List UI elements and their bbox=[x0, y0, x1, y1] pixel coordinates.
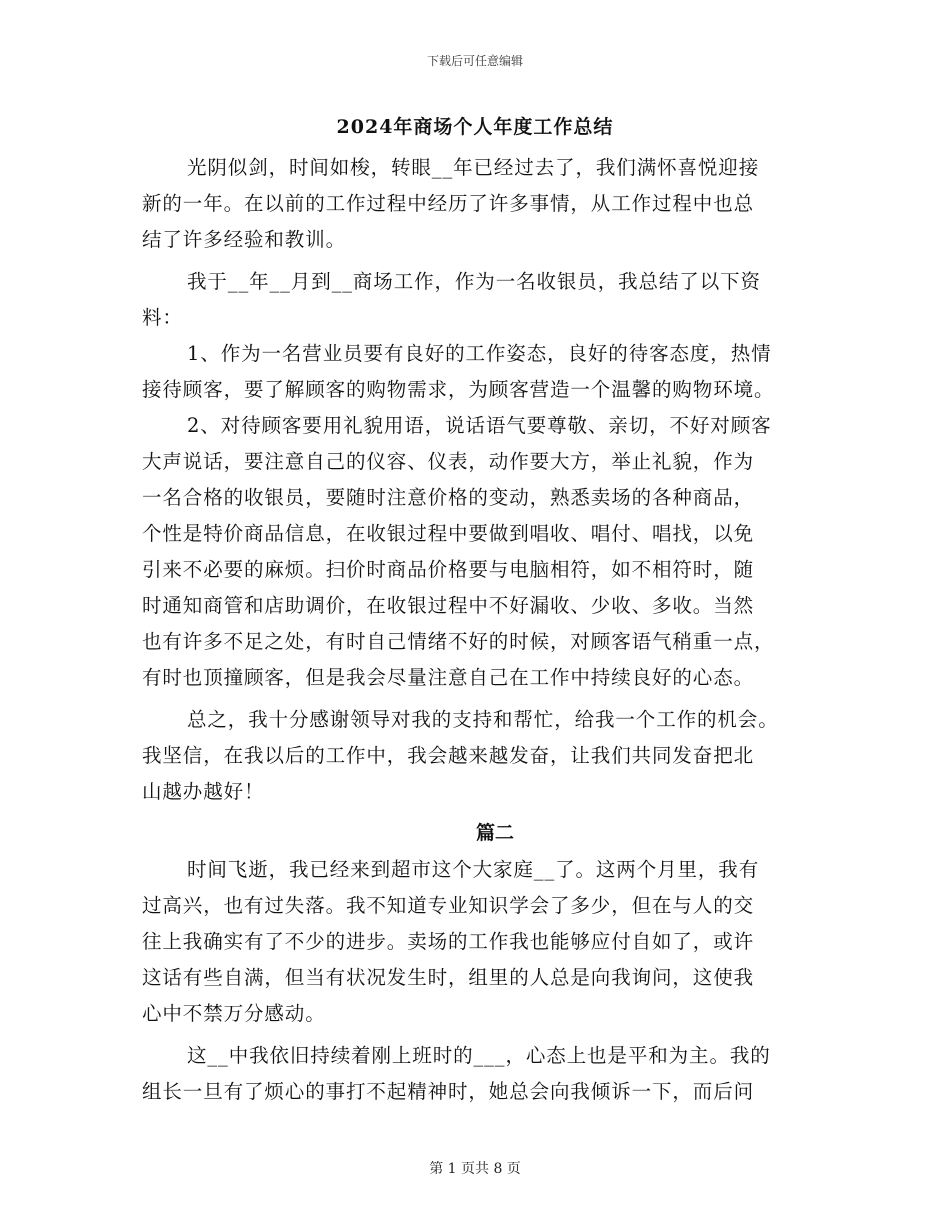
paragraph-line: 过高兴，也有过失落。我不知道专业知识学会了多少，但在与人的交 bbox=[142, 894, 755, 917]
paragraph-line: 时间飞逝，我已经来到超市这个大家庭__了。这两个月里，我有 bbox=[187, 858, 760, 881]
paragraph-line: 我于__年__月到__商场工作，作为一名收银员，我总结了以下资 bbox=[187, 270, 761, 293]
paragraph-line: 料： bbox=[142, 306, 183, 329]
paragraph-line: 有时也顶撞顾客，但是我会尽量注意自己在工作中持续良好的心态。 bbox=[142, 666, 755, 689]
paragraph-line: 1、作为一名营业员要有良好的工作姿态，良好的待客态度，热情 bbox=[187, 342, 772, 365]
paragraph-line: 往上我确实有了不少的进步。卖场的工作我也能够应付自如了，或许 bbox=[142, 930, 755, 953]
section-title: 篇二 bbox=[475, 822, 514, 844]
paragraph-line: 结了许多经验和教训。 bbox=[142, 228, 347, 251]
paragraph-line: 引来不必要的麻烦。扫价时商品价格要与电脑相符，如不相符时，随 bbox=[142, 558, 755, 581]
document-title: 2024年商场个人年度工作总结 bbox=[336, 116, 614, 138]
paragraph-line: 光阴似剑，时间如梭，转眼__年已经过去了，我们满怀喜悦迎接 bbox=[187, 156, 760, 179]
paragraph-line: 心中不禁万分感动。 bbox=[142, 1002, 326, 1025]
paragraph-line: 这__中我依旧持续着刚上班时的___，心态上也是平和为主。我的 bbox=[187, 1044, 771, 1067]
header-note: 下载后可任意编辑 bbox=[426, 54, 523, 68]
paragraph-line: 时通知商管和店助调价，在收银过程中不好漏收、少收、多收。当然 bbox=[142, 594, 755, 617]
paragraph-line: 组长一旦有了烦心的事打不起精神时，她总会向我倾诉一下，而后问 bbox=[142, 1080, 755, 1103]
paragraph-line: 我坚信，在我以后的工作中，我会越来越发奋，让我们共同发奋把北 bbox=[142, 744, 755, 767]
paragraph-line: 大声说话，要注意自己的仪容、仪表，动作要大方，举止礼貌，作为 bbox=[142, 450, 755, 473]
paragraph-line: 新的一年。在以前的工作过程中经历了许多事情，从工作过程中也总 bbox=[142, 192, 755, 215]
paragraph-line: 山越办越好！ bbox=[142, 780, 265, 803]
page-number: 第 1 页共 8 页 bbox=[429, 1161, 521, 1177]
paragraph-line: 个性是特价商品信息，在收银过程中要做到唱收、唱付、唱找，以免 bbox=[142, 522, 755, 545]
paragraph-line: 2、对待顾客要用礼貌用语，说话语气要尊敬、亲切，不好对顾客 bbox=[187, 414, 772, 437]
paragraph-line: 这话有些自满，但当有状况发生时，组里的人总是向我询问，这使我 bbox=[142, 966, 755, 989]
paragraph-line: 总之，我十分感谢领导对我的支持和帮忙，给我一个工作的机会。 bbox=[187, 708, 779, 731]
paragraph-line: 接待顾客，要了解顾客的购物需求，为顾客营造一个温馨的购物环境。 bbox=[142, 378, 775, 401]
paragraph-line: 也有许多不足之处，有时自己情绪不好的时候，对顾客语气稍重一点， bbox=[142, 630, 775, 653]
paragraph-line: 一名合格的收银员，要随时注意价格的变动，熟悉卖场的各种商品， bbox=[142, 486, 755, 509]
